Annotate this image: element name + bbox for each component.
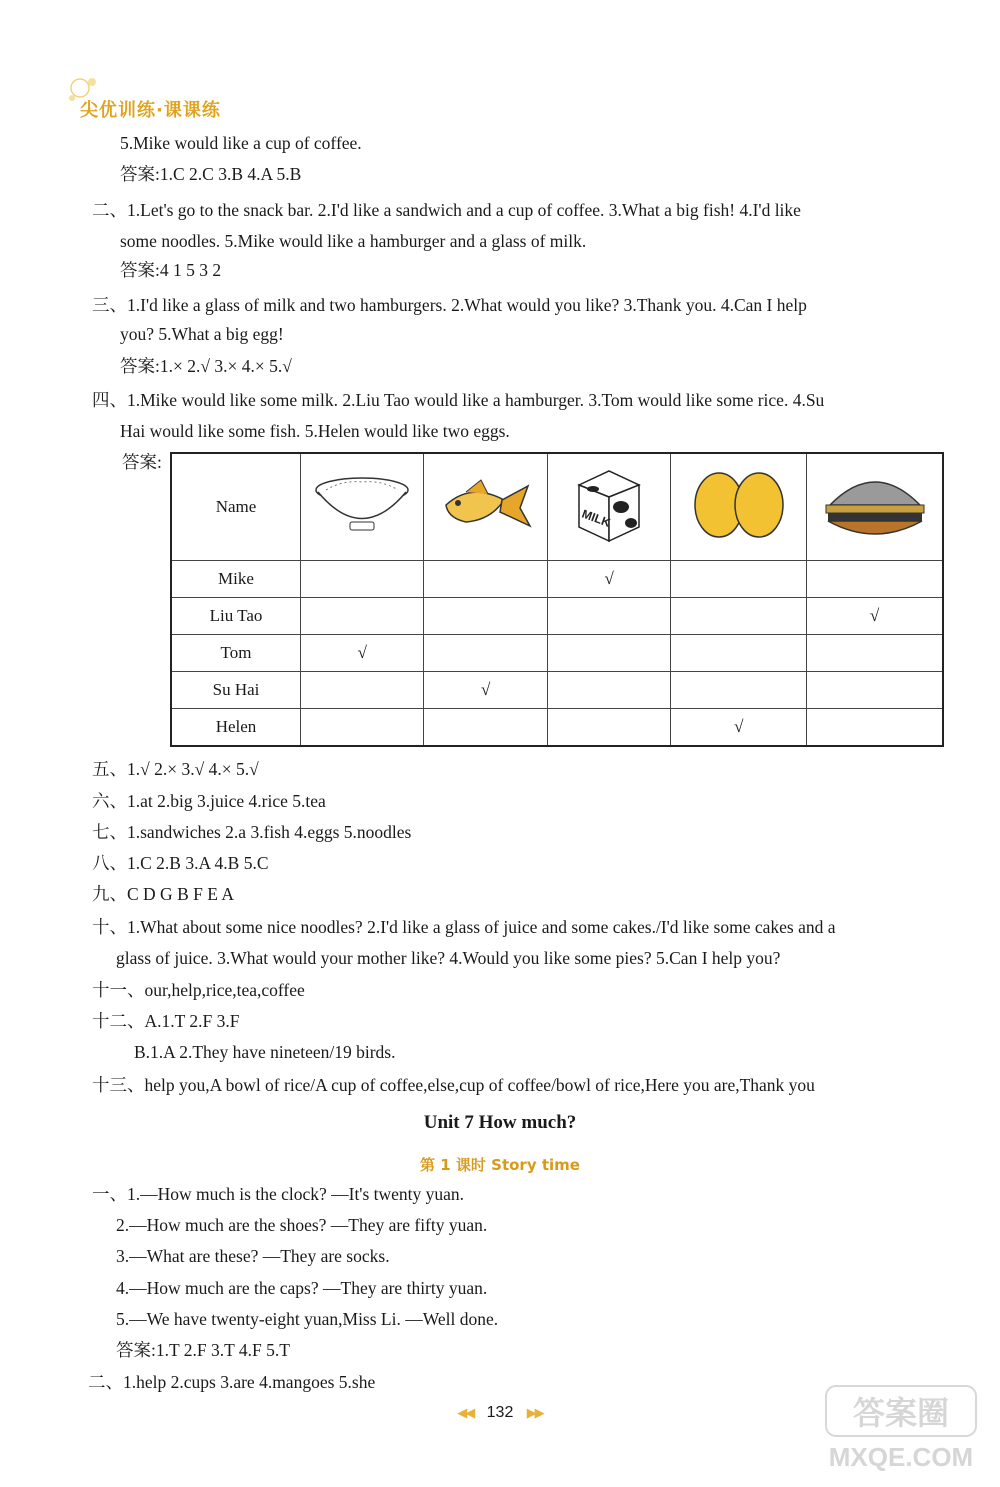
check-cell: [301, 709, 424, 747]
text-line: 七、1.sandwiches 2.a 3.fish 4.eggs 5.noodles: [92, 822, 412, 842]
row-name: Mike: [171, 561, 301, 598]
text-line: 三、1.I'd like a glass of milk and two hamburgers. 2.What would you like? 3.Thank you. 4.Can I help: [92, 295, 807, 315]
text-line: 四、1.Mike would like some milk. 2.Liu Tao would like a hamburger. 3.Tom would like some rice. 4.Su: [92, 390, 825, 410]
table-row: [171, 598, 943, 635]
text-line: 3.—What are these? —They are socks.: [116, 1246, 390, 1266]
table-row: [171, 635, 943, 672]
row-name: Liu Tao: [171, 598, 301, 635]
table-row: [171, 709, 943, 747]
text-line: 六、1.at 2.big 3.juice 4.rice 5.tea: [92, 791, 326, 811]
check-cell: √: [547, 561, 670, 598]
text-line: Hai would like some fish. 5.Helen would like two eggs.: [120, 421, 510, 441]
text-line: you? 5.What a big egg!: [120, 324, 284, 344]
milk-carton-icon: [547, 453, 670, 561]
page-header-title: 尖优训练·课课练: [80, 100, 221, 121]
text-line: 十三、help you,A bowl of rice/A cup of coffee,else,cup of coffee/bowl of rice,Here you are,Thank you: [92, 1075, 815, 1095]
table-row: [171, 561, 943, 598]
text-line: 八、1.C 2.B 3.A 4.B 5.C: [92, 853, 269, 873]
name-header: Name: [171, 453, 301, 561]
text-line: 答案:4 1 5 3 2: [120, 260, 222, 280]
svg-text:MILK: MILK: [580, 506, 613, 530]
check-cell: [671, 672, 807, 709]
rice-bowl-icon: [301, 453, 424, 561]
page-number: 132: [486, 1404, 514, 1421]
hamburger-icon: [807, 453, 943, 561]
text-line: 二、1.Let's go to the snack bar. 2.I'd like a sandwich and a cup of coffee. 3.What a big fish! 4.I'd like: [92, 200, 801, 220]
next-arrows-icon: ▶▶: [526, 1405, 543, 1420]
check-cell: [424, 635, 547, 672]
text-line: 2.—How much are the shoes? —They are fifty yuan.: [116, 1215, 488, 1235]
text-line: 二、1.help 2.cups 3.are 4.mangoes 5.she: [88, 1372, 376, 1392]
text-line: 答案:1.× 2.√ 3.× 4.× 5.√: [120, 356, 292, 376]
answer-label: 答案:: [122, 452, 162, 472]
check-cell: [547, 709, 670, 747]
check-cell: [424, 709, 547, 747]
svg-text:MXQE.COM: MXQE.COM: [828, 1442, 974, 1472]
check-cell: [671, 598, 807, 635]
text-line: B.1.A 2.They have nineteen/19 birds.: [134, 1042, 396, 1062]
svg-text:答案圈: 答案圈: [852, 1394, 950, 1432]
text-line: 一、1.—How much is the clock? —It's twenty yuan.: [92, 1184, 465, 1204]
check-cell: [807, 709, 943, 747]
unit-title: Unit 7 How much?: [423, 1112, 577, 1133]
prev-arrows-icon: ◀◀: [457, 1405, 474, 1420]
check-cell: √: [671, 709, 807, 747]
text-line: 十二、A.1.T 2.F 3.F: [92, 1011, 240, 1031]
check-cell: [301, 561, 424, 598]
text-line: 4.—How much are the caps? —They are thirty yuan.: [116, 1278, 488, 1298]
watermark-logo-icon: [806, 1380, 986, 1475]
check-cell: [807, 561, 943, 598]
text-line: 九、C D G B F E A: [92, 884, 234, 904]
text-line: 五、1.√ 2.× 3.√ 4.× 5.√: [92, 759, 259, 779]
check-cell: [424, 561, 547, 598]
row-name: Tom: [171, 635, 301, 672]
row-name: Su Hai: [171, 672, 301, 709]
check-cell: [301, 598, 424, 635]
lesson-title: 第 1 课时 Story time: [420, 1156, 580, 1174]
check-cell: √: [301, 635, 424, 672]
text-line: 答案:1.C 2.C 3.B 4.A 5.B: [120, 164, 302, 184]
text-line: 十、1.What about some nice noodles? 2.I'd like a glass of juice and some cakes./I'd like some cakes and a: [92, 917, 836, 937]
check-cell: √: [807, 598, 943, 635]
table-header-row: [171, 453, 943, 561]
text-line: 答案:1.T 2.F 3.T 4.F 5.T: [116, 1340, 290, 1360]
check-cell: [547, 672, 670, 709]
table-row: [171, 672, 943, 709]
text-line: 5.—We have twenty-eight yuan,Miss Li. —Well done.: [116, 1309, 499, 1329]
check-cell: [671, 635, 807, 672]
row-name: Helen: [171, 709, 301, 747]
text-line: glass of juice. 3.What would your mother like? 4.Would you like some pies? 5.Can I help you?: [116, 948, 781, 968]
check-cell: [424, 598, 547, 635]
check-cell: [547, 598, 670, 635]
answer-table: [170, 452, 944, 747]
check-cell: [807, 635, 943, 672]
check-cell: √: [424, 672, 547, 709]
text-line: 十一、our,help,rice,tea,coffee: [92, 980, 305, 1000]
check-cell: [807, 672, 943, 709]
text-line: 5.Mike would like a cup of coffee.: [120, 133, 362, 153]
eggs-icon: [671, 453, 807, 561]
fish-icon: [424, 453, 547, 561]
text-line: some noodles. 5.Mike would like a hamburger and a glass of milk.: [120, 231, 587, 251]
check-cell: [547, 635, 670, 672]
check-cell: [301, 672, 424, 709]
check-cell: [671, 561, 807, 598]
